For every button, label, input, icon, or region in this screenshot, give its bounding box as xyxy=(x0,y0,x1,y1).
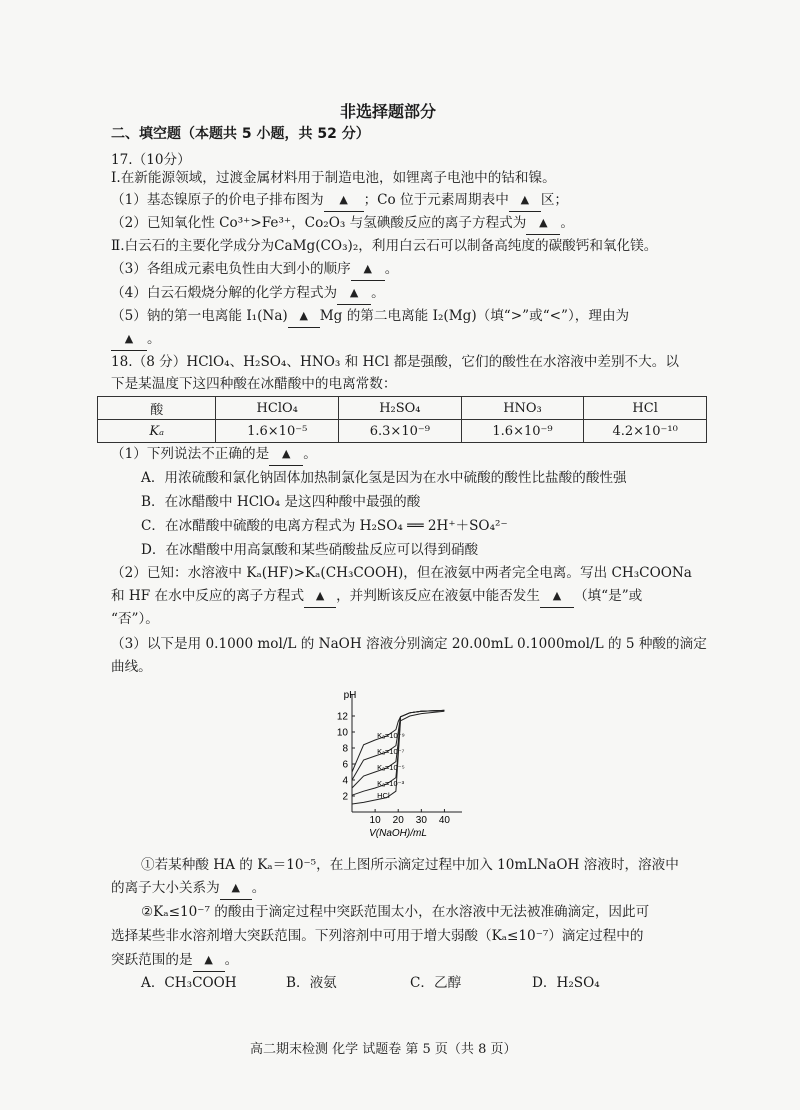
table-cell: 4.2×10⁻¹⁰ xyxy=(584,420,707,443)
choice-c: C．乙醇 xyxy=(410,975,462,991)
x-tick-label: 40 xyxy=(438,815,451,826)
table-row xyxy=(98,420,707,443)
series-label: HCl xyxy=(377,791,390,800)
y-tick-label: 8 xyxy=(342,743,348,755)
ka-table xyxy=(97,396,707,443)
page-heading: 非选择题部分 xyxy=(340,102,437,121)
q18-sub2-cont: 和 HF 在水中反应的离子方程式 ▲ ，并判断该反应在液氨中能否发生 ▲ （填“是”或 xyxy=(111,586,642,608)
q18-sub3-2-end: 突跃范围的是 ▲ 。 xyxy=(111,950,238,972)
choice-b: B．液氨 xyxy=(286,975,337,991)
q17-part2: Ⅱ.白云石的主要化学成分为CaMg(CO₃)₂，利用白云石可以制备高纯度的碳酸钙和氧化镁。 xyxy=(111,238,658,254)
table-cell: HClO₄ xyxy=(216,397,339,420)
answer-triangle: ▲ xyxy=(231,881,240,894)
q18-sub2-end: “否”）。 xyxy=(111,611,159,627)
option-c: C．在冰醋酸中硫酸的电离方程式为 H₂SO₄ ══ 2H⁺＋SO₄²⁻ xyxy=(141,518,508,534)
answer-triangle: ▲ xyxy=(204,953,213,966)
answer-triangle: ▲ xyxy=(339,193,348,206)
answer-triangle: ▲ xyxy=(349,286,359,299)
q17-sub1: （1）基态镍原子的价电子排布图为 ▲ ；Co 位于元素周期表中 ▲ 区； xyxy=(111,190,568,212)
y-axis-label: pH xyxy=(343,690,357,701)
q17-sub4: （4）白云石煅烧分解的化学方程式为 ▲ 。 xyxy=(111,283,385,305)
q18-sub3-2-cont: 选择某些非水溶剂增大突跃范围。下列溶剂中可用于增大弱酸（Kₐ≤10⁻⁷）滴定过程中的 xyxy=(111,928,644,944)
answer-triangle: ▲ xyxy=(281,447,291,460)
option-b: B．在冰醋酸中 HClO₄ 是这四种酸中最强的酸 xyxy=(141,494,421,510)
option-a: A．用浓硫酸和氯化钠固体加热制氯化氢是因为在水中硫酸的酸性比盐酸的酸性强 xyxy=(141,470,627,486)
q17-sub3: （3）各组成元素电负性由大到小的顺序 ▲ 。 xyxy=(111,259,398,281)
series-label: Kₐ=10⁻⁷ xyxy=(377,747,405,756)
x-axis-label: V(NaOH)/mL xyxy=(369,828,427,838)
q18-sub2: （2）已知：水溶液中 Kₐ(HF)>Kₐ(CH₃COOH)，但在液氨中两者完全电离。写出 CH₃COONa xyxy=(111,565,692,581)
series-label: Kₐ=10⁻⁵ xyxy=(377,763,405,772)
choice-a: A．CH₃COOH xyxy=(141,975,237,991)
answer-triangle: ▲ xyxy=(539,216,548,229)
y-tick-label: 6 xyxy=(342,759,348,771)
section-title: 二、填空题（本题共 5 小题，共 52 分） xyxy=(111,126,370,142)
table-cell: 6.3×10⁻⁹ xyxy=(339,420,462,443)
q18-sub3-cont: 曲线。 xyxy=(111,659,152,675)
y-tick-label: 10 xyxy=(336,727,348,739)
table-cell: 1.6×10⁻⁵ xyxy=(216,420,339,443)
table-cell: HNO₃ xyxy=(461,397,584,420)
q18-head-cont: 下是某温度下这四种酸在冰醋酸中的电离常数： xyxy=(111,376,397,392)
answer-triangle: ▲ xyxy=(299,309,308,322)
answer-triangle: ▲ xyxy=(315,589,325,602)
q17-sub5: （5）钠的第一电离能 I₁(Na) ▲ Mg 的第二电离能 I₂(Mg)（填“>”或“<”），理由为 xyxy=(111,306,629,328)
y-tick-label: 12 xyxy=(336,711,348,723)
q18-head: 18.（8 分）HClO₄、H₂SO₄、HNO₃ 和 HCl 都是强酸，它们的酸性在水溶液中差别不大。以 xyxy=(111,354,679,370)
choice-d: D．H₂SO₄ xyxy=(532,975,600,991)
table-cell: Kₐ xyxy=(98,420,216,443)
y-tick-label: 2 xyxy=(342,791,348,803)
table-cell: 酸 xyxy=(98,397,216,420)
x-tick-label: 30 xyxy=(415,815,427,826)
table-cell: 1.6×10⁻⁹ xyxy=(461,420,584,443)
answer-triangle: ▲ xyxy=(552,589,562,602)
q17-sub2: （2）已知氧化性 Co³⁺>Fe³⁺，Co₂O₃ 与氢碘酸反应的离子方程式为 ▲ 。 xyxy=(111,213,574,235)
option-d: D．在冰醋酸中用高氯酸和某些硝酸盐反应可以得到硝酸 xyxy=(141,542,479,558)
answer-triangle: ▲ xyxy=(363,262,372,275)
x-tick-label: 20 xyxy=(392,815,404,826)
page-footer: 高二期末检测 化学 试题卷 第 5 页（共 8 页） xyxy=(250,1042,517,1057)
y-tick-label: 4 xyxy=(342,775,348,787)
table-cell: H₂SO₄ xyxy=(339,397,462,420)
x-tick-label: 10 xyxy=(369,815,381,826)
series-label: Kₐ=10⁻³ xyxy=(377,779,405,788)
answer-triangle: ▲ xyxy=(520,193,530,206)
q17-head: 17.（10分） xyxy=(111,152,191,168)
q18-sub1: （1）下列说法不正确的是 ▲ 。 xyxy=(111,444,317,466)
q18-sub3-2: ②Kₐ≤10⁻⁷ 的酸由于滴定过程中突跃范围太小，在水溶液中无法被准确滴定，因此可 xyxy=(141,904,650,920)
series-label: Kₐ=10⁻⁹ xyxy=(377,731,405,740)
q17-part1: Ⅰ.在新能源领域，过渡金属材料用于制造电池，如锂离子电池中的钴和镍。 xyxy=(111,170,556,186)
q18-sub3-1: ①若某种酸 HA 的 Kₐ＝10⁻⁵，在上图所示滴定过程中加入 10mLNaOH 溶液时，溶液中 xyxy=(141,857,679,873)
q18-sub3-1-cont: 的离子大小关系为 ▲ 。 xyxy=(111,878,265,900)
titration-chart xyxy=(318,688,468,838)
q17-sub5-reason: ▲ 。 xyxy=(111,329,161,351)
answer-triangle: ▲ xyxy=(124,332,134,345)
q18-sub3: （3）以下是用 0.1000 mol/L 的 NaOH 溶液分别滴定 20.00mL 0.1000mol/L 的 5 种酸的滴定 xyxy=(111,636,707,652)
table-row xyxy=(98,397,707,420)
table-cell: HCl xyxy=(584,397,707,420)
